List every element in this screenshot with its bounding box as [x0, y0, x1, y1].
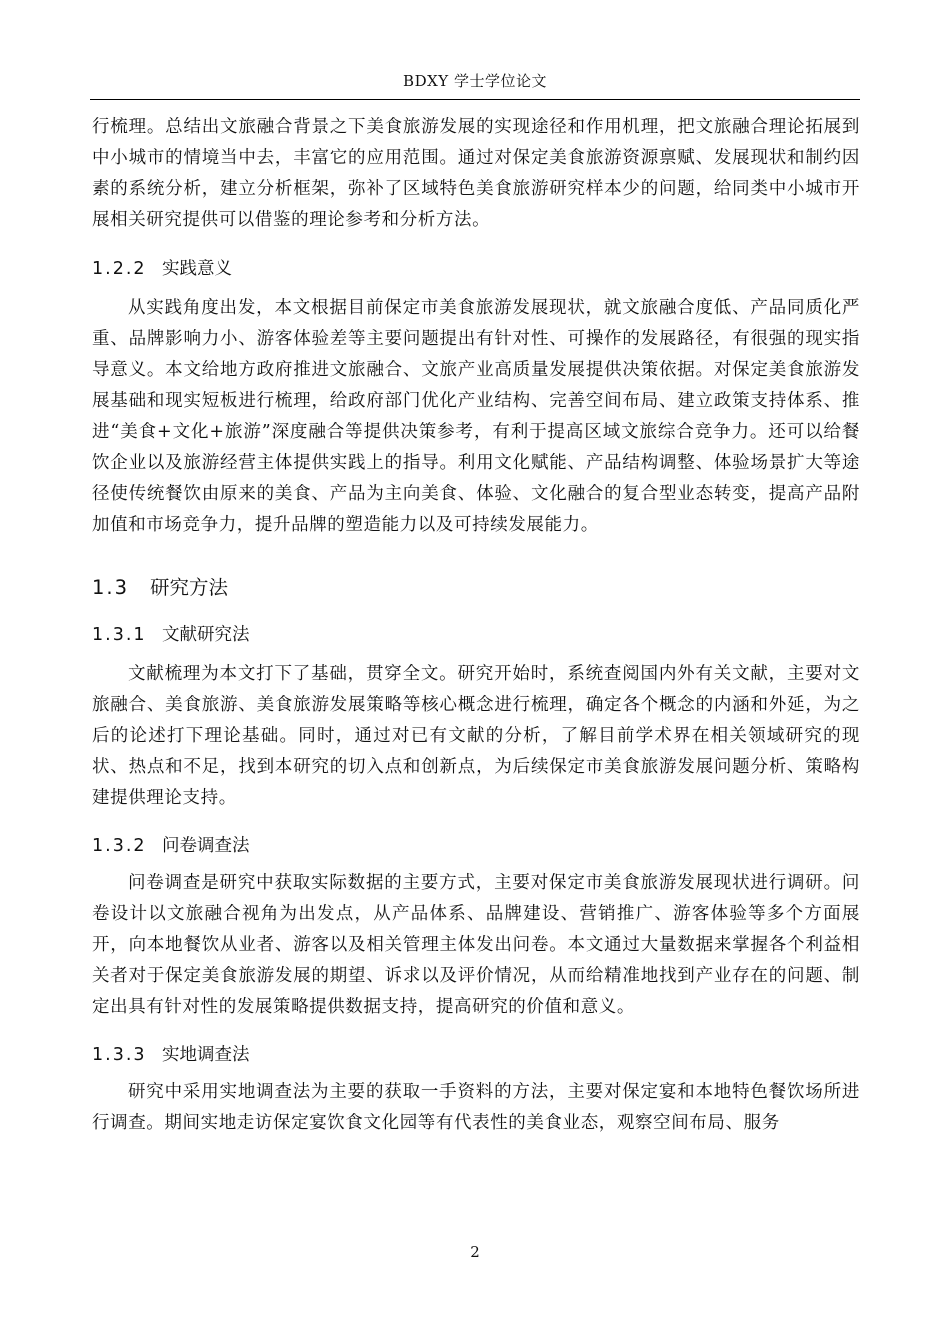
heading-1-3-1	[92, 621, 860, 649]
section-title: 文献研究法	[162, 625, 250, 645]
section-number: 1.3.2	[92, 836, 147, 856]
heading-1-3	[92, 573, 860, 603]
section-number: 1.3.1	[92, 625, 147, 645]
section-title: 问卷调查法	[162, 836, 250, 856]
section-number: 1.3	[92, 576, 130, 599]
heading-1-2-2	[92, 255, 860, 283]
section-number: 1.2.2	[92, 259, 147, 279]
paragraph-field-survey: 研究中采用实地调查法为主要的获取一手资料的方法，主要对保定宴和本地特色餐饮场所进行调查。期间实地走访保定宴饮食文化园等有代表性的美食业态，观察空间布局、服务	[92, 1082, 860, 1133]
running-header: BDXY 学士学位论文	[403, 72, 547, 90]
header-rule	[90, 99, 860, 100]
page-body	[92, 112, 860, 1139]
heading-1-3-3	[92, 1041, 860, 1069]
heading-1-3-2	[92, 832, 860, 860]
paragraph-literature-research: 文献梳理为本文打下了基础，贯穿全文。研究开始时，系统查阅国内外有关文献，主要对文旅融合、美食旅游、美食旅游发展策略等核心概念进行梳理，确定各个概念的内涵和外延，为之后的论述打下理论基础。同时，通过对已有文献的分析，了解目前学术界在相关领域研究的现状、热点和不足，找到本研究的切入点和创新点，为后续保定市美食旅游发展问题分析、策略构建提供理论支持。	[92, 664, 860, 808]
section-title: 研究方法	[150, 576, 229, 599]
section-title: 实践意义	[162, 259, 232, 279]
paragraph-questionnaire-survey: 问卷调查是研究中获取实际数据的主要方式，主要对保定市美食旅游发展现状进行调研。问卷设计以文旅融合视角为出发点，从产品体系、品牌建设、营销推广、游客体验等多个方面展开，向本地餐饮从业者、游客以及相关管理主体发出问卷。本文通过大量数据来掌握各个利益相关者对于保定美食旅游发展的期望、诉求以及评价情况，从而给精准地找到产业存在的问题、制定出具有针对性的发展策略提供数据支持，提高研究的价值和意义。	[92, 873, 860, 1017]
paragraph-practical-significance: 从实践角度出发，本文根据目前保定市美食旅游发展现状，就文旅融合度低、产品同质化严重、品牌影响力小、游客体验差等主要问题提出有针对性、可操作的发展路径，有很强的现实指导意义。本文给地方政府推进文旅融合、文旅产业高质量发展提供决策依据。对保定美食旅游发展基础和现实短板进行梳理，给政府部门优化产业结构、完善空间布局、建立政策支持体系、推进“美食+文化+旅游”深度融合等提供决策参考，有利于提高区域文旅综合竞争力。还可以给餐饮企业以及旅游经营主体提供实践上的指导。利用文化赋能、产品结构调整、体验场景扩大等途径使传统餐饮由原来的美食、产品为主向美食、体验、文化融合的复合型业态转变，提高产品附加值和市场竞争力，提升品牌的塑造能力以及可持续发展能力。	[92, 298, 860, 535]
page-number: 2	[470, 1243, 480, 1261]
paragraph-theory-significance-end: 行梳理。总结出文旅融合背景之下美食旅游发展的实现途径和作用机理，把文旅融合理论拓展到中小城市的情境当中去，丰富它的应用范围。通过对保定美食旅游资源禀赋、发展现状和制约因素的系统分析，建立分析框架，弥补了区域特色美食旅游研究样本少的问题，给同类中小城市开展相关研究提供可以借鉴的理论参考和分析方法。	[92, 117, 860, 230]
section-title: 实地调查法	[162, 1045, 250, 1065]
section-number: 1.3.3	[92, 1045, 147, 1065]
